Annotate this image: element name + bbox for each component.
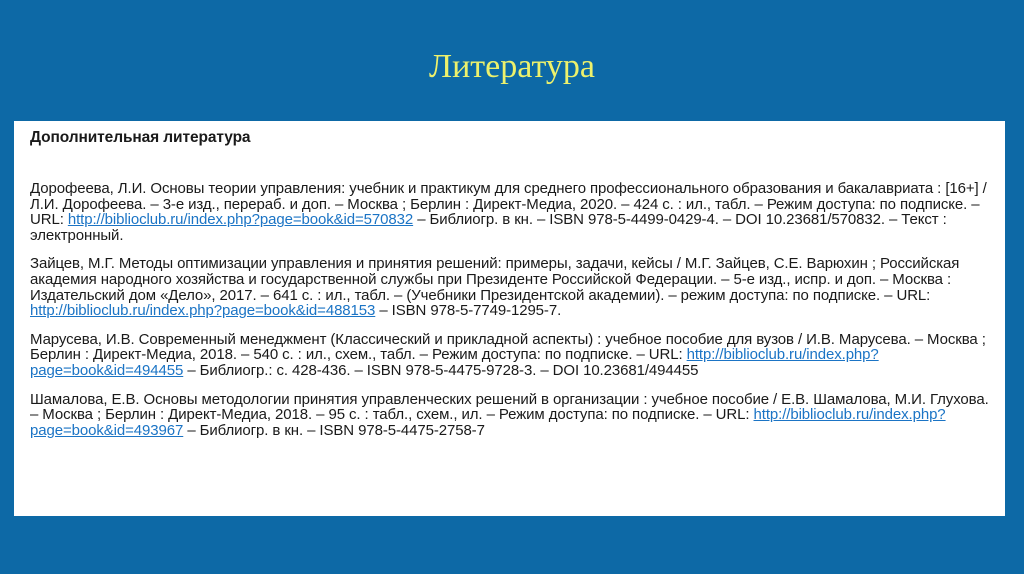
- bibliography-text: Дорофеева, Л.И. Основы теории управления: учебник и практикум для среднего профессионального образования и бакалавриата : [16+] / Л.И. Дорофеева. – 3-е изд., перераб. и доп. – Москва ; Берлин : Директ-Медиа, 2020. – 424 с. : ил., табл. – Режим доступа: по подписке. – URL:: [30, 180, 987, 229]
- content-panel: [14, 121, 1005, 516]
- bibliography-text: Марусева, И.В. Современный менеджмент (Классический и прикладной аспекты) : учебное пособие для вузов / И.В. Марусева. – Москва ; Берлин : Директ-Медиа, 2018. – 540 с. : ил., схем., табл. – Режим доступа: по подписке. – URL:: [30, 330, 986, 364]
- slide-title: Литература: [429, 48, 595, 85]
- bibliography-text: Зайцев, М.Г. Методы оптимизации управления и принятия решений: примеры, задачи, кейсы / М.Г. Зайцев, С.Е. Варюхин ; Российская академия народного хозяйства и государственной службы при Президенте Российской Федерации. – 5-е изд., испр. и доп. – Москва : Издательский дом «Дело», 2017. – 641 с. : ил., табл. – (Учебники Президентской академии). – режим доступа: по подписке. – URL:: [30, 255, 960, 304]
- bibliography-entry: [30, 256, 989, 318]
- bibliography-link[interactable]: http://biblioclub.ru/index.php?page=book&id=493967: [30, 406, 946, 439]
- bibliography-link[interactable]: http://biblioclub.ru/index.php?page=book&id=488153: [30, 302, 376, 320]
- bibliography-link[interactable]: http://biblioclub.ru/index.php?page=book&id=570832: [67, 211, 414, 229]
- bibliography-text: – Библиогр. в кн. – ISBN 978-5-4499-0429-4. – DOI 10.23681/570832. – Текст : электронный.: [30, 211, 947, 244]
- section-heading: Дополнительная литература: [30, 129, 251, 146]
- bibliography-entry: [30, 181, 989, 243]
- bibliography-entry: [30, 332, 989, 379]
- bibliography-text: – Библиогр.: с. 428-436. – ISBN 978-5-4475-9728-3. – DOI 10.23681/494455: [183, 362, 699, 380]
- bibliography-entry: [30, 392, 989, 439]
- bibliography-entries: [30, 181, 989, 438]
- bibliography-text: Шамалова, Е.В. Основы методологии принятия управленческих решений в организации : учебное пособие / Е.В. Шамалова, М.И. Глухова. – Москва ; Берлин : Директ-Медиа, 2018. – 95 с. : табл., схем., ил. – Режим доступа: по подписке. – URL:: [30, 390, 989, 424]
- bibliography-text: – Библиогр. в кн. – ISBN 978-5-4475-2758-7: [183, 421, 485, 439]
- bibliography-text: – ISBN 978-5-7749-1295-7.: [375, 302, 562, 320]
- bibliography-link[interactable]: http://biblioclub.ru/index.php?page=book&id=494455: [30, 346, 879, 380]
